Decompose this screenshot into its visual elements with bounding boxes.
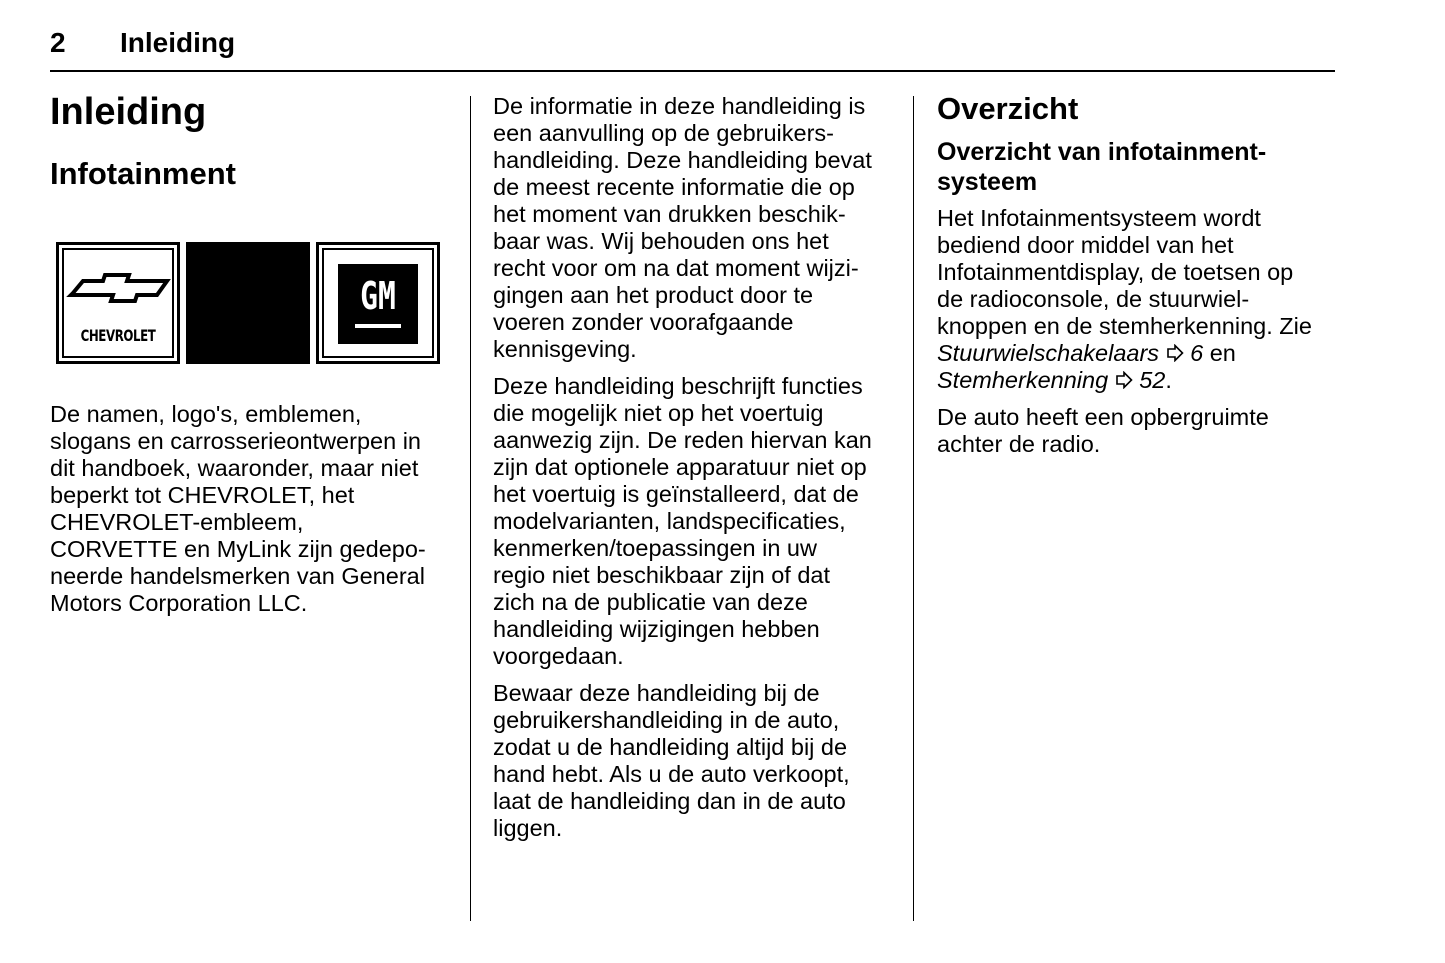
body-paragraph-2: Deze handleiding beschrijft functies die mogelijk niet op het voertuig aanwezig zijn. De reden hiervan kan zijn dat optionele apparatuur niet op het voertuig is geïnstalleerd, dat de modelvarianten, landspecificaties, kenmerken/toepassingen in uw regio niet beschikbaar zijn of dat zich na de publicatie van deze handleiding wijzigingen hebben voorgedaan. [493, 373, 872, 669]
page-number: 2 [50, 27, 66, 58]
ref-steering-wheel-controls[interactable]: Stuurwielschakelaars [937, 340, 1160, 366]
body-paragraph-1: De informatie in deze handleiding is een aanvulling op de gebruikers- handleiding. Deze handleiding bevat de meest recente informatie die op het moment van drukken beschik- baar was. Wij behouden ons het recht voor om na dat moment wijzi- gingen aan het product door te voeren zonder voorafgaande kennisgeving. [493, 93, 872, 362]
body-paragraph-3: Bewaar deze handleiding bij de gebruikershandleiding in de auto, zodat u de handleiding altijd bij de hand hebt. Als u de auto verkoopt, laat de handleiding dan in de auto liggen. [493, 680, 850, 841]
section-title-overzicht: Overzicht [937, 91, 1079, 126]
page-reference-arrow-icon [1115, 371, 1133, 389]
ref-voice-recognition[interactable]: Stemherkenning [937, 367, 1109, 393]
ref-connector: en [1209, 340, 1236, 366]
brand-logos [50, 242, 442, 366]
overview-paragraph-1 [937, 205, 1337, 394]
column-right [937, 90, 1337, 458]
page-reference-arrow-icon [1166, 344, 1184, 362]
gm-underline [355, 324, 401, 328]
subsection-title-line2: systeem [937, 168, 1038, 196]
chevrolet-bowtie-icon [59, 263, 177, 323]
column-divider-left [470, 96, 471, 921]
chapter-title: Inleiding [50, 91, 207, 133]
gm-wordmark: GM [360, 274, 396, 318]
overview-paragraph-text: Het Infotainmentsysteem wordt bediend door middel van het Infotainmentdisplay, de toetsen op de radioconsole, de stuurwiel- knoppen en de stemherkenning. Zie [937, 205, 1312, 339]
ref-steering-wheel-page[interactable]: 6 [1190, 340, 1204, 366]
running-header-title: Inleiding [120, 27, 236, 58]
column-middle [493, 93, 898, 842]
trademark-paragraph: De namen, logo's, emblemen, slogans en carrosserieontwerpen in dit handboek, waaronder, maar niet beperkt tot CHEVROLET, het CHEVROLET-embleem, CORVETTE en MyLink zijn gedepo- neerde handelsmerken van General Motors Corporation LLC. [50, 401, 426, 616]
black-panel [186, 242, 310, 364]
subsection-title-line1: Overzicht van infotainment- [937, 138, 1267, 166]
gm-logo [316, 242, 440, 364]
chevrolet-logo [56, 242, 180, 364]
ref-voice-recognition-page[interactable]: 52 [1139, 367, 1166, 393]
column-divider-right [913, 96, 914, 921]
chevrolet-wordmark: CHEVROLET [80, 326, 156, 345]
ref-end-punctuation: . [1165, 367, 1172, 393]
running-header [50, 26, 1335, 72]
gm-emblem [338, 264, 418, 344]
section-title-infotainment: Infotainment [50, 156, 236, 191]
subsection-title [937, 137, 1337, 197]
column-left [50, 90, 450, 617]
overview-paragraph-2: De auto heeft een opbergruimte achter de radio. [937, 404, 1269, 457]
